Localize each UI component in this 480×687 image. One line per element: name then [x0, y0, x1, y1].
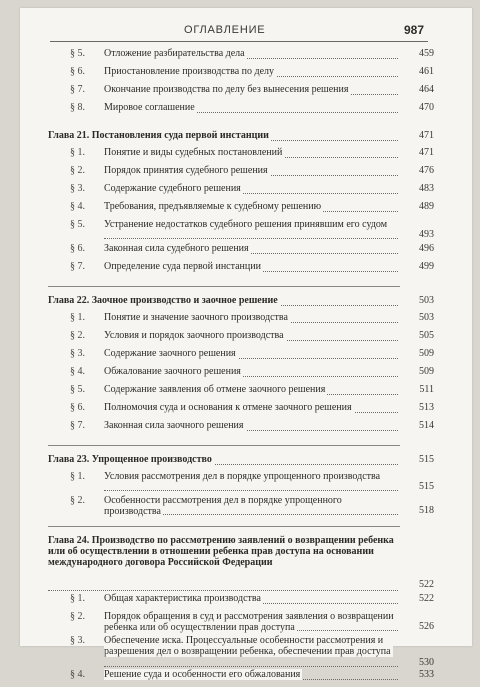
toc-item[interactable]: [48, 165, 434, 183]
chapter-title: Глава 22. Заочное производство и заочное решение: [48, 295, 278, 306]
toc-item-number: § 2.: [70, 165, 85, 176]
toc-item-number: § 6.: [70, 402, 85, 413]
toc-item-page: 513: [419, 402, 434, 413]
chapter-title: Глава 21. Постановления суда первой инстанции: [48, 130, 269, 141]
toc-item-number: § 1.: [70, 593, 85, 604]
toc-item-number: § 5.: [70, 384, 85, 395]
toc-item-page: 489: [419, 201, 434, 212]
toc-item[interactable]: [48, 261, 434, 279]
toc-item-number: § 1.: [70, 312, 85, 323]
toc-item[interactable]: [48, 635, 434, 669]
toc-item-title: Общая характеристика производства: [104, 593, 261, 604]
toc-item-page: 505: [419, 330, 434, 341]
toc-item-title: Полномочия суда и основания к отмене заочного решения: [104, 402, 352, 413]
table-of-contents: [48, 48, 434, 687]
toc-item-page: 518: [419, 505, 434, 516]
divider-rule: [48, 286, 400, 287]
toc-item-page: 476: [419, 165, 434, 176]
toc-item[interactable]: [48, 102, 434, 120]
divider-rule: [48, 526, 400, 527]
section-divider: [48, 438, 434, 454]
chapter-page: 522: [419, 579, 434, 590]
toc-item[interactable]: [48, 348, 434, 366]
toc-item-number: § 4.: [70, 201, 85, 212]
toc-item-page: 515: [419, 481, 434, 492]
toc-item-number: § 8.: [70, 102, 85, 113]
toc-item-page: 496: [419, 243, 434, 254]
toc-item-page: 509: [419, 366, 434, 377]
toc-item[interactable]: [48, 312, 434, 330]
toc-item[interactable]: [48, 669, 434, 687]
toc-item-number: § 2.: [70, 330, 85, 341]
toc-item-number: § 6.: [70, 243, 85, 254]
toc-item-title: Обжалование заочного решения: [104, 366, 241, 377]
toc-item-title: Порядок обращения в суд и рассмотрения заявления о возвращении ребенка или об осуществлении прав доступа: [104, 611, 394, 633]
toc-item[interactable]: [48, 147, 434, 165]
toc-item-page: 509: [419, 348, 434, 359]
toc-item-title: Понятие и виды судебных постановлений: [104, 147, 283, 158]
chapter-title: Глава 24. Производство по рассмотрению заявлений о возвращении ребенка или об осуществлении в отношении ребенка прав доступа на основании международного договора Российской Федерации: [48, 535, 394, 568]
toc-item-title: Содержание заочного решения: [104, 348, 236, 359]
section-divider: [48, 279, 434, 295]
toc-item-number: § 7.: [70, 261, 85, 272]
chapter-page: 503: [419, 295, 434, 306]
toc-item-title: Законная сила заочного решения: [104, 420, 244, 431]
book-page: [20, 8, 472, 680]
toc-item-page: 483: [419, 183, 434, 194]
toc-item[interactable]: [48, 366, 434, 384]
dot-leader: [104, 490, 398, 491]
page-header: [20, 24, 472, 44]
toc-item-page: 530: [419, 657, 434, 668]
header-title: ОГЛАВЛЕНИЕ: [184, 24, 266, 36]
toc-item-title: Условия и порядок заочного производства: [104, 330, 284, 341]
toc-item-page: 471: [419, 147, 434, 158]
dot-leader: [104, 666, 398, 667]
toc-item-title: Содержание заявления об отмене заочного решения: [104, 384, 326, 395]
chapter-page: 515: [419, 454, 434, 465]
toc-item[interactable]: [48, 471, 434, 495]
toc-item[interactable]: [48, 183, 434, 201]
toc-item-number: § 5.: [70, 48, 85, 59]
toc-item-title: Мировое соглашение: [104, 102, 195, 113]
dot-leader: [48, 590, 398, 591]
toc-item-number: § 7.: [70, 84, 85, 95]
toc-item-title: Условия рассмотрения дел в порядке упрощенного производства: [104, 471, 381, 482]
toc-item-title: Обеспечение иска. Процессуальные особенности рассмотрения и разрешения дел о возвращении ребенка, обеспечении прав доступа: [104, 635, 391, 657]
toc-item[interactable]: [48, 66, 434, 84]
toc-item[interactable]: [48, 593, 434, 611]
divider-rule: [48, 445, 400, 446]
toc-item-number: § 3.: [70, 635, 85, 646]
toc-item-title: Порядок принятия судебного решения: [104, 165, 268, 176]
toc-item-number: § 2.: [70, 495, 85, 506]
toc-item[interactable]: [48, 84, 434, 102]
toc-item-title: Особенности рассмотрения дел в порядке упрощенного производства: [104, 495, 342, 517]
toc-item[interactable]: [48, 384, 434, 402]
toc-item-number: § 3.: [70, 183, 85, 194]
toc-item-title: Устранение недостатков судебного решения принявшим его судом: [104, 219, 388, 230]
toc-item-page: 470: [419, 102, 434, 113]
toc-item[interactable]: [48, 611, 434, 635]
toc-item[interactable]: [48, 48, 434, 66]
toc-item-title: Понятие и значение заочного производства: [104, 312, 288, 323]
toc-item-title: Определение суда первой инстанции: [104, 261, 261, 272]
toc-chapter[interactable]: [48, 130, 434, 147]
toc-item[interactable]: [48, 402, 434, 420]
toc-chapter[interactable]: [48, 454, 434, 471]
toc-item-number: § 3.: [70, 348, 85, 359]
toc-item-page: 522: [419, 593, 434, 604]
toc-item[interactable]: [48, 330, 434, 348]
toc-item-page: 461: [419, 66, 434, 77]
toc-item-title: Содержание судебного решения: [104, 183, 241, 194]
toc-item[interactable]: [48, 420, 434, 438]
chapter-page: 471: [419, 130, 434, 141]
toc-item-page: 459: [419, 48, 434, 59]
header-page-number: 987: [403, 23, 424, 37]
toc-item-page: 511: [419, 384, 434, 395]
header-rule: [50, 41, 428, 42]
toc-chapter[interactable]: [48, 535, 434, 593]
toc-item-number: § 1.: [70, 147, 85, 158]
toc-item[interactable]: [48, 495, 434, 519]
toc-item[interactable]: [48, 219, 434, 243]
toc-item-page: 503: [419, 312, 434, 323]
dot-leader: [104, 238, 398, 239]
toc-item-page: 514: [419, 420, 434, 431]
toc-item-number: § 1.: [70, 471, 85, 482]
toc-item-page: 499: [419, 261, 434, 272]
toc-item-page: 526: [419, 621, 434, 632]
toc-item-page: 464: [419, 84, 434, 95]
section-divider: [48, 519, 434, 535]
toc-item-number: § 4.: [70, 669, 85, 680]
toc-chapter[interactable]: [48, 295, 434, 312]
toc-item[interactable]: [48, 201, 434, 219]
toc-item-title: Решение суда и особенности его обжалования: [104, 669, 301, 680]
section-gap: [48, 120, 434, 130]
toc-item-number: § 6.: [70, 66, 85, 77]
toc-item-title: Законная сила судебного решения: [104, 243, 249, 254]
toc-item[interactable]: [48, 243, 434, 261]
toc-item-number: § 5.: [70, 219, 85, 230]
toc-item-page: 533: [419, 669, 434, 680]
toc-item-title: Окончание производства по делу без вынесения решения: [104, 84, 349, 95]
toc-item-title: Отложение разбирательства дела: [104, 48, 245, 59]
toc-item-number: § 2.: [70, 611, 85, 622]
toc-item-number: § 7.: [70, 420, 85, 431]
toc-item-page: 493: [419, 229, 434, 240]
chapter-title: Глава 23. Упрощенное производство: [48, 454, 212, 465]
toc-item-number: § 4.: [70, 366, 85, 377]
toc-item-title: Приостановление производства по делу: [104, 66, 275, 77]
toc-item-title: Требования, предъявляемые к судебному решению: [104, 201, 322, 212]
